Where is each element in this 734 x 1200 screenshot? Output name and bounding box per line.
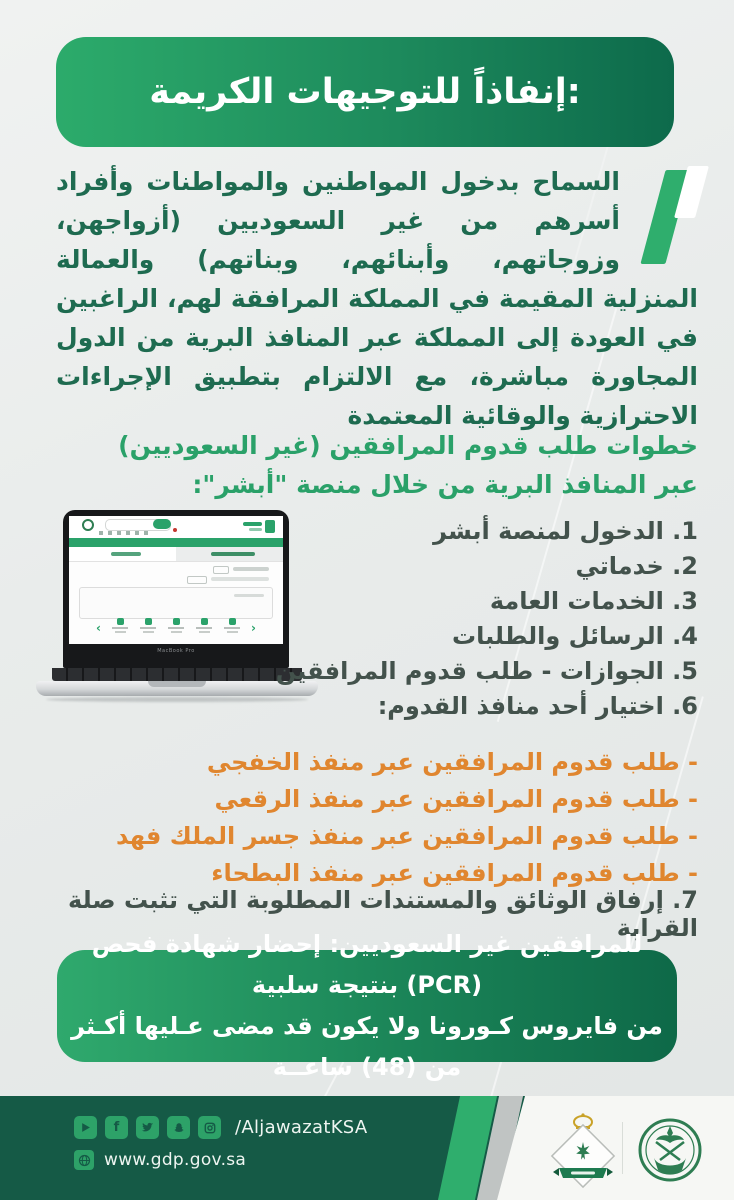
step-item-5: 5. الجوازات - طلب قدوم المرافقين [275,657,698,685]
website-row [74,1150,246,1170]
active-tab [176,547,283,561]
service-icon [111,618,129,642]
laptop-brand-label: MacBook Pro [157,648,195,654]
steps-list [276,514,698,724]
port-option-khafji: - طلب قدوم المرافقين عبر منفذ الخفجي [206,748,698,776]
pcr-note-line1: للمرافقين غير السعوديين: إحضار شهادة فحص (PCR) بنتيجة سلبية [91,930,643,999]
social-handle[interactable]: /AljawazatKSA [235,1117,368,1138]
content-chip [213,566,229,574]
port-option-ruqai: - طلب قدوم المرافقين عبر منفذ الرقعي [214,785,698,813]
absher-topbar [69,516,283,538]
mini-nav-icons [99,531,151,535]
ports-list [116,744,698,892]
content-label [233,567,269,571]
service-icon [167,618,185,642]
quote-slash-icon [634,166,698,268]
pcr-note-line2: من فايروس كـورونا ولا يكون قد مضى عـليها أكـثر من (48) ساعــة [71,1012,663,1081]
step-item-6: 6. اختيار أحد منافذ القدوم: [377,692,698,720]
facebook-icon[interactable]: f [105,1116,128,1139]
youtube-icon[interactable] [74,1116,97,1139]
moi-logo [634,1112,706,1188]
header-banner [56,37,674,147]
step-item-1: 1. الدخول لمنصة أبشر [433,517,698,545]
step-item-7: 7. إرفاق الوثائق والمستندات المطلوبة التي تثبت صلة القرابة [68,886,698,942]
pcr-note-box [57,930,677,1081]
chevron-right-icon: › [251,621,256,635]
intro-text: السماح بدخول المواطنين والمواطنات وأفراد أسرهم من غير السعوديين (أزواجهن، وزوجاتهم، وأبنائهم، وبناتهم) والعمالة المنزلية المقيمة في المملكة المرافقة لهم، الراغبين في العودة إلى المملكة عبر المنافذ البرية من الدول المجاورة مباشرة، مع الالتزام بتطبيق الإجراءات الاحترازية والوقائية المعتمدة [56,167,698,430]
absher-tabs [69,547,283,562]
absher-logo [241,520,275,533]
footer-logo-divider [622,1122,623,1174]
intro-paragraph-block [56,162,698,435]
service-icon [139,618,157,642]
globe-icon[interactable] [74,1150,94,1170]
port-option-king-fahd-bridge: - طلب قدوم المرافقين عبر منفذ جسر الملك فهد [115,822,698,850]
port-option-batha: - طلب قدوم المرافقين عبر منفذ البطحاء [211,859,698,887]
twitter-icon[interactable] [136,1116,159,1139]
footer [0,1096,734,1200]
notification-dot [173,528,177,532]
mini-search-input [105,519,171,531]
step-item-4: 4. الرسائل والطلبات [451,622,698,650]
laptop-keyboard [52,668,302,681]
absher-website-screenshot [69,516,283,644]
instagram-icon[interactable] [198,1116,221,1139]
step-item-2: 2. خدماتي [575,552,698,580]
step-item-3: 3. الخدمات العامة [489,587,698,615]
laptop-screen [63,510,289,668]
page-title: إنفاذاً للتوجيهات الكريمة: [149,72,581,112]
services-carousel [77,618,275,642]
service-icon [223,618,241,642]
website-url[interactable]: www.gdp.gov.sa [104,1150,247,1170]
steps-heading: خطوات طلب قدوم المرافقين (غير السعوديين) عبر المنافذ البرية من خلال منصة "أبشر": [118,431,698,499]
chevron-left-icon: ‹ [96,621,101,635]
content-label [211,577,269,581]
snapchat-icon[interactable] [167,1116,190,1139]
content-textarea [79,587,273,619]
service-icon [195,618,213,642]
laptop-shadow [46,697,308,702]
absher-content-area [69,562,283,644]
jawazat-logo [549,1110,617,1190]
content-dropdown [187,576,207,584]
social-media-row [74,1116,367,1139]
mini-search-button [153,519,171,529]
absher-navbar [69,538,283,547]
moi-mini-logo-icon [82,519,94,531]
